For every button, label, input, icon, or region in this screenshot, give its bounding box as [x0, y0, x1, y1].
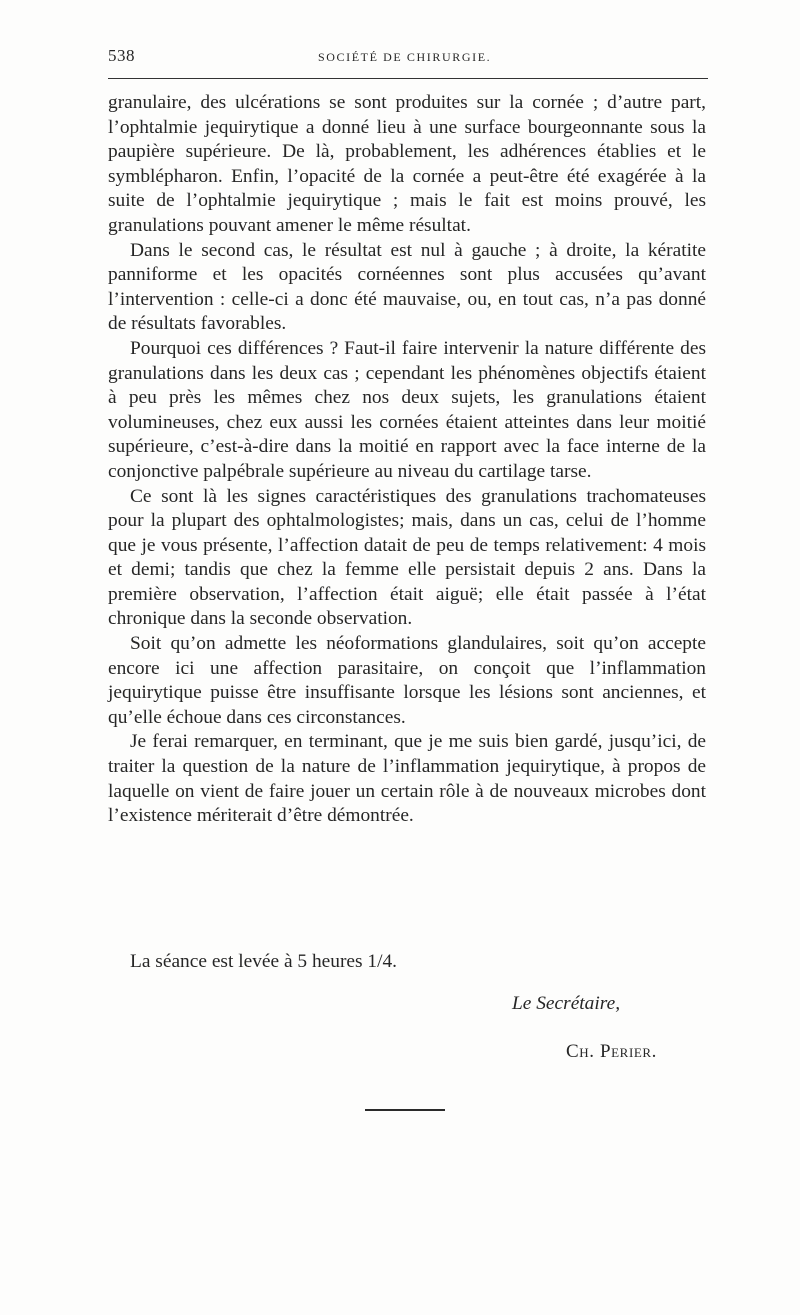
page-header [108, 46, 708, 70]
end-rule [365, 1109, 445, 1111]
signer-name: Ch. Perier. [566, 1041, 658, 1062]
running-head: SOCIÉTÉ DE CHIRURGIE. [318, 50, 492, 64]
signature-title: Le Secrétaire, [512, 993, 621, 1014]
paragraph: Soit qu’on admette les néoformations glandulaires, soit qu’on accepte encore ici une affection parasitaire, on conçoit que l’inflammation jequirytique puisse être insuffisante lorsque les lésions sont anciennes, et qu’elle échoue dans ces circonstances. [108, 633, 706, 728]
paragraph: Ce sont là les signes caractéristiques des granulations trachomateuses pour la plupart des ophtalmologistes; mais, dans un cas, celui de l’homme que je vous présente, l’affection datait de peu de temps relativement: 4 mois et demi; tandis que chez la femme elle persistait depuis 2 ans. Dans la première observation, l’affection était aiguë; elle était passée à l’état chronique dans la seconde observation. [108, 485, 706, 630]
body-text [108, 91, 706, 829]
header-rule [108, 78, 708, 79]
page-number: 538 [108, 46, 135, 65]
session-closing: La séance est levée à 5 heures 1/4. [130, 951, 398, 972]
paragraph: Pourquoi ces différences ? Faut-il faire intervenir la nature différente des granulations dans les deux cas ; cependant les phénomènes objectifs étaient à peu près les mêmes chez nos deux sujets, les granulations étaient volumineuses, chez eux aussi les cornées étaient atteintes dans leur moitié supérieure, c’est-à-dire dans la moitié en rapport avec la face interne de la conjonctive palpébrale supérieure au niveau du cartilage tarse. [108, 337, 706, 482]
paragraph: Dans le second cas, le résultat est nul à gauche ; à droite, la kératite panniforme et les opacités cornéennes sont plus accusées qu’avant l’intervention : celle-ci a donc été mauvaise, ou, en tout cas, n’a pas donné de résultats favorables. [108, 239, 706, 335]
paragraph: granulaire, des ulcérations se sont produites sur la cornée ; d’autre part, l’ophtalmie jequirytique a donné lieu à une surface bourgeonnante sous la paupière supérieure. De là, probablement, les adhérences établies et le symblépharon. Enfin, l’opacité de la cornée a peut-être été exagérée à la suite de l’ophtalmie jequirytique ; mais le fait est moins prouvé, les granulations pouvant amener le même résultat. [108, 92, 706, 236]
paragraph: Je ferai remarquer, en terminant, que je me suis bien gardé, jusqu’ici, de traiter la question de la nature de l’inflammation jequirytique, à propos de laquelle on vient de faire jouer un certain rôle à de nouveaux microbes dont l’existence mériterait d’être démontrée. [108, 731, 706, 827]
